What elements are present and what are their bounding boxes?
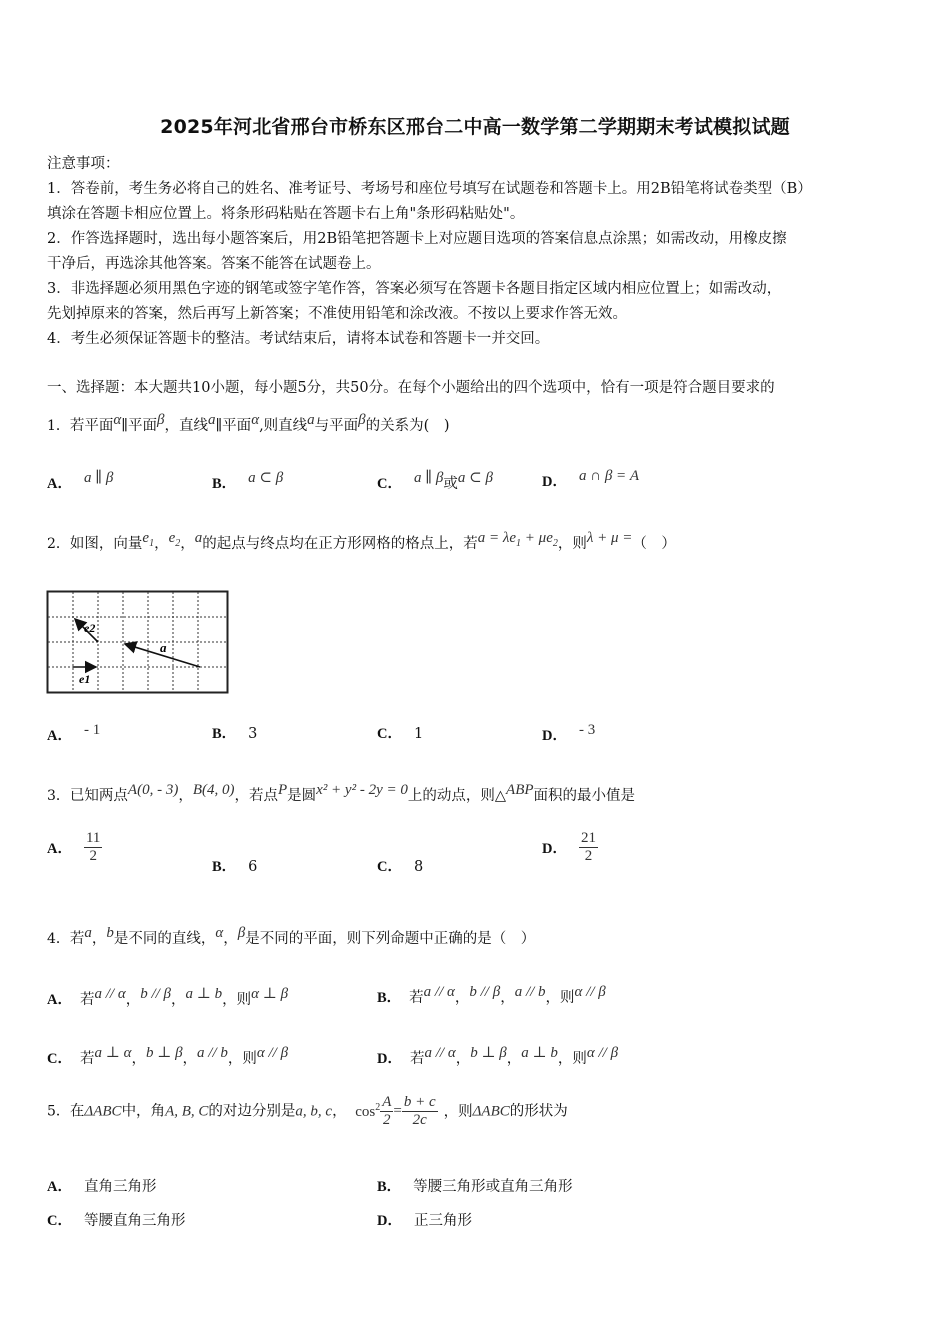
notes-line: 先划掉原来的答案，然后再写上新答案；不准使用铅笔和涂改液。不按以上要求作答无效。 (47, 306, 627, 322)
question-number: 1． (47, 417, 70, 434)
option-math: a // α (424, 1045, 456, 1061)
option-math: a ∥ β (413, 470, 444, 486)
option-label: C． (47, 1050, 72, 1067)
math-subscript: 1 (149, 538, 155, 549)
q-text: ， (178, 787, 193, 804)
option-math: a ⊥ b (521, 1045, 558, 1061)
math-circle-eq: x² + y² - 2y = 0 (316, 782, 408, 798)
q-text: 的对边分别是 (208, 1103, 296, 1120)
option-text: ，则 (227, 1050, 257, 1067)
question-number: 3． (47, 787, 70, 804)
q3-option-b[interactable] (212, 855, 257, 876)
label-a: a (160, 640, 167, 655)
option-math: a // α (423, 984, 455, 1000)
q2-option-c[interactable] (377, 722, 423, 743)
q3-option-c[interactable] (377, 855, 423, 876)
option-label: B． (377, 1179, 402, 1195)
option-label: C． (377, 859, 402, 875)
q-text: ，若点 (234, 787, 278, 804)
option-math: a ⊥ b (185, 986, 223, 1002)
q5-option-c[interactable] (47, 1209, 185, 1230)
question-number: 2． (47, 535, 70, 552)
fraction-denominator: 2 (89, 848, 97, 864)
q4-option-b[interactable]: B． 若$^{a // \alpha}$，$^{b // \beta}$，$^{a // b}$，则$^{\alpha // \beta}$ (377, 984, 606, 1006)
math-symbol: A, B, C (165, 1103, 209, 1120)
option-fraction (84, 830, 102, 865)
fraction-numerator: b + c (403, 1094, 436, 1110)
option-text: 若 (79, 991, 95, 1008)
q-text: ∥平面 (121, 417, 157, 434)
fraction-numerator: 21 (580, 830, 596, 846)
option-math: α // β (586, 1045, 619, 1061)
q-text: （ ） (632, 535, 676, 552)
q4-option-d[interactable]: D． 若$^{a // \alpha}$，$^{b \perp \beta}$，$^{a \perp b}$，则$^{\alpha // \beta}$ (377, 1045, 619, 1067)
option-math: α // β (574, 984, 606, 1000)
math-expr: λ + μ = (586, 530, 633, 546)
option-label: B． (212, 475, 237, 492)
math-point-a: A(0, - 3) (127, 782, 179, 798)
option-label: D． (542, 473, 567, 490)
notes-line: 2．作答选择题时，选出每小题答案后，用2B铅笔把答题卡上对应题目选项的答案信息点涂黑；如需改动，用橡皮擦 (47, 231, 787, 247)
option-label: C． (377, 475, 402, 492)
option-label: D． (542, 841, 567, 857)
option-label: A． (47, 991, 72, 1008)
math-subscript: 2 (175, 538, 181, 549)
option-math: a // b (514, 984, 546, 1000)
math-symbol: α (215, 925, 224, 941)
grid-lines (48, 592, 227, 692)
q-text: ，则 (557, 535, 587, 552)
option-value: 1 (413, 726, 424, 742)
option-math: a ∩ β = A (578, 468, 640, 484)
q-text: ，直线 (164, 417, 208, 434)
option-math: b // β (469, 984, 501, 1000)
fraction-denominator: 2 (584, 848, 593, 864)
question-2 (47, 530, 676, 553)
q3-option-a[interactable] (47, 830, 102, 865)
math-subscript: 1 (516, 538, 522, 549)
math-symbol: a (207, 412, 216, 428)
label-e2: e2 (84, 621, 96, 635)
q-text: 若平面 (69, 417, 114, 434)
q1-option-b[interactable] (212, 468, 283, 493)
option-text: ，则 (557, 1050, 587, 1067)
math-symbol: ABP (506, 782, 534, 798)
math-equals: = (393, 1103, 402, 1119)
page-title: 2025年河北省邢台市桥东区邢台二中高一数学第二学期期末考试模拟试题 (160, 116, 790, 138)
math-point-b: B(4, 0) (192, 782, 235, 798)
option-value: 8 (413, 859, 424, 875)
question-4 (47, 925, 535, 948)
option-label: A． (47, 841, 72, 857)
option-fraction (579, 830, 598, 865)
q2-option-b[interactable] (212, 722, 257, 743)
option-label: B． (212, 726, 237, 742)
q-text: ， (91, 930, 107, 947)
math-exponent: 2 (375, 1102, 381, 1113)
option-label: A． (47, 1179, 72, 1195)
fraction-denominator: 2c (412, 1112, 427, 1128)
option-math: a // α (94, 986, 126, 1002)
math-symbol: e (168, 530, 176, 546)
question-3 (47, 782, 635, 805)
q-text: 是圆 (287, 787, 317, 804)
math-fraction-a (380, 1094, 393, 1129)
option-value: - 1 (83, 722, 101, 738)
notes-heading: 注意事项： (47, 156, 120, 172)
notes-line: 填涂在答题卡相应位置上。将条形码粘贴在答题卡右上角"条形码粘贴处"。 (47, 206, 525, 222)
option-text: 若 (79, 1050, 95, 1067)
option-label: C． (377, 726, 402, 742)
math-symbol: β (237, 925, 246, 941)
option-label: A． (47, 727, 72, 744)
label-e1: e1 (79, 672, 91, 686)
option-text: ，则 (222, 991, 252, 1008)
option-text: 直角三角形 (83, 1179, 157, 1195)
q-text: ， (154, 535, 169, 552)
math-expr: + μe (521, 530, 553, 546)
option-math: a // b (197, 1045, 228, 1061)
math-symbol: α (113, 412, 122, 428)
option-value: 3 (248, 726, 258, 742)
math-symbol: a (194, 530, 203, 546)
math-symbol: β (157, 412, 165, 428)
math-symbol: a (307, 412, 315, 428)
q-text: 是不同的直线， (113, 930, 216, 947)
math-expr: a = λe (477, 530, 517, 546)
q1-option-d[interactable] (542, 468, 639, 491)
math-symbol: P (277, 782, 288, 798)
option-math: b ⊥ β (145, 1045, 183, 1061)
q-text: ， (180, 535, 195, 552)
option-text: 若 (409, 1050, 425, 1067)
option-label: B． (212, 859, 237, 875)
vector-grid-figure (46, 590, 230, 696)
q4-option-c[interactable]: C． 若$^{a \perp \alpha}$，$^{b \perp \beta}$，$^{a // b}$，则$^{\alpha // \beta}$ (47, 1045, 289, 1067)
q-text: 如图，向量 (69, 535, 143, 552)
option-math: a ⊂ β (248, 470, 284, 486)
option-math: α // β (256, 1045, 289, 1061)
q4-option-a[interactable]: A． 若$^{a // \alpha}$，$^{b // \beta}$，$^{a \perp b}$，则$^{\alpha \perp \beta}$ (47, 986, 289, 1008)
option-label: D． (542, 727, 567, 744)
q-text: ，则 (443, 1103, 473, 1120)
q-text: 是不同的平面，则下列命题中正确的是（ ） (245, 930, 536, 947)
option-label: A． (47, 475, 72, 492)
math-symbol: ΔABC (84, 1103, 122, 1120)
option-text: 等腰直角三角形 (83, 1213, 186, 1229)
q-text: 中，角 (121, 1103, 166, 1120)
option-math: b ⊥ β (470, 1045, 507, 1061)
notes-line: 1．答卷前，考生务必将自己的姓名、准考证号、考场号和座位号填写在试题卷和答题卡上。用2B铅笔将试卷类型（B） (47, 181, 812, 197)
q-text: 的关系为( ) (365, 417, 450, 434)
notes-line: 3．非选择题必须用黑色字迹的钢笔或签字笔作答，答案必须写在答题卡各题目指定区域内相应位置上；如需改动， (47, 281, 782, 297)
option-text: 若 (409, 989, 424, 1006)
math-subscript: 2 (552, 538, 558, 549)
fraction-denominator: 2 (383, 1112, 391, 1128)
math-symbol: α (251, 412, 260, 428)
option-text: 正三角形 (413, 1213, 472, 1229)
question-number: 4． (47, 930, 70, 947)
q-text: ， (332, 1103, 347, 1120)
option-value: 6 (248, 859, 258, 875)
question-5 (47, 1094, 568, 1129)
q-text: 面积的最小值是 (533, 787, 636, 804)
math-fraction-bc (402, 1094, 438, 1129)
q-text: 与平面 (314, 417, 359, 434)
notes-line: 4．考生必须保证答题卡的整洁。考试结束后，请将本试卷和答题卡一并交回。 (47, 331, 550, 347)
q5-option-a[interactable] (47, 1175, 156, 1196)
math-symbol: e (142, 530, 150, 546)
q2-option-a[interactable] (47, 722, 100, 745)
option-label: B． (377, 989, 402, 1006)
math-symbol: ΔABC (472, 1103, 510, 1120)
math-symbol: b (106, 925, 114, 941)
option-math: α ⊥ β (251, 986, 289, 1002)
q3-option-d[interactable] (542, 830, 598, 865)
option-math: a ⊥ α (94, 1045, 132, 1061)
fraction-numerator: A (382, 1094, 392, 1110)
math-symbol: β (358, 412, 366, 428)
q-text: 已知两点 (69, 787, 128, 804)
q5-option-b[interactable] (377, 1175, 573, 1196)
notes-line: 干净后，再选涂其他答案。答案不能答在试题卷上。 (47, 256, 381, 272)
q-text: 上的动点，则△ (407, 787, 507, 804)
option-math: a ⊂ β (457, 470, 493, 486)
q-text: ， (223, 930, 238, 947)
option-text: 等腰三角形或直角三角形 (413, 1179, 573, 1195)
q-text: ,则直线 (259, 417, 308, 434)
option-text: ，则 (545, 989, 575, 1006)
math-cos-text: cos (355, 1104, 376, 1120)
math-cos (355, 1104, 380, 1120)
q-text: 在 (69, 1103, 85, 1120)
option-value: - 3 (578, 722, 596, 738)
option-math: a ∥ β (83, 470, 114, 486)
option-text: 或 (443, 475, 458, 492)
q-text: 若 (69, 930, 85, 947)
section-heading: 一、选择题：本大题共10小题，每小题5分，共50分。在每个小题给出的四个选项中，恰有一项是符合题目要求的 (47, 380, 775, 396)
option-math: b // β (140, 986, 172, 1002)
question-1 (47, 412, 449, 435)
option-label: C． (47, 1213, 72, 1229)
q1-option-c[interactable] (377, 468, 493, 493)
option-label: D． (377, 1050, 402, 1067)
math-symbol: a, b, c (295, 1103, 333, 1120)
q2-option-d[interactable] (542, 722, 595, 745)
q-text: 的起点与终点均在正方形网格的格点上，若 (202, 535, 478, 552)
q-text: 的形状为 (509, 1103, 568, 1120)
math-symbol: a (84, 925, 92, 941)
question-number: 5． (47, 1103, 70, 1120)
q1-option-a[interactable] (47, 468, 113, 493)
q-text: ∥平面 (215, 417, 252, 434)
fraction-numerator: 11 (85, 830, 101, 846)
option-label: D． (377, 1213, 402, 1229)
q5-option-d[interactable] (377, 1209, 472, 1230)
